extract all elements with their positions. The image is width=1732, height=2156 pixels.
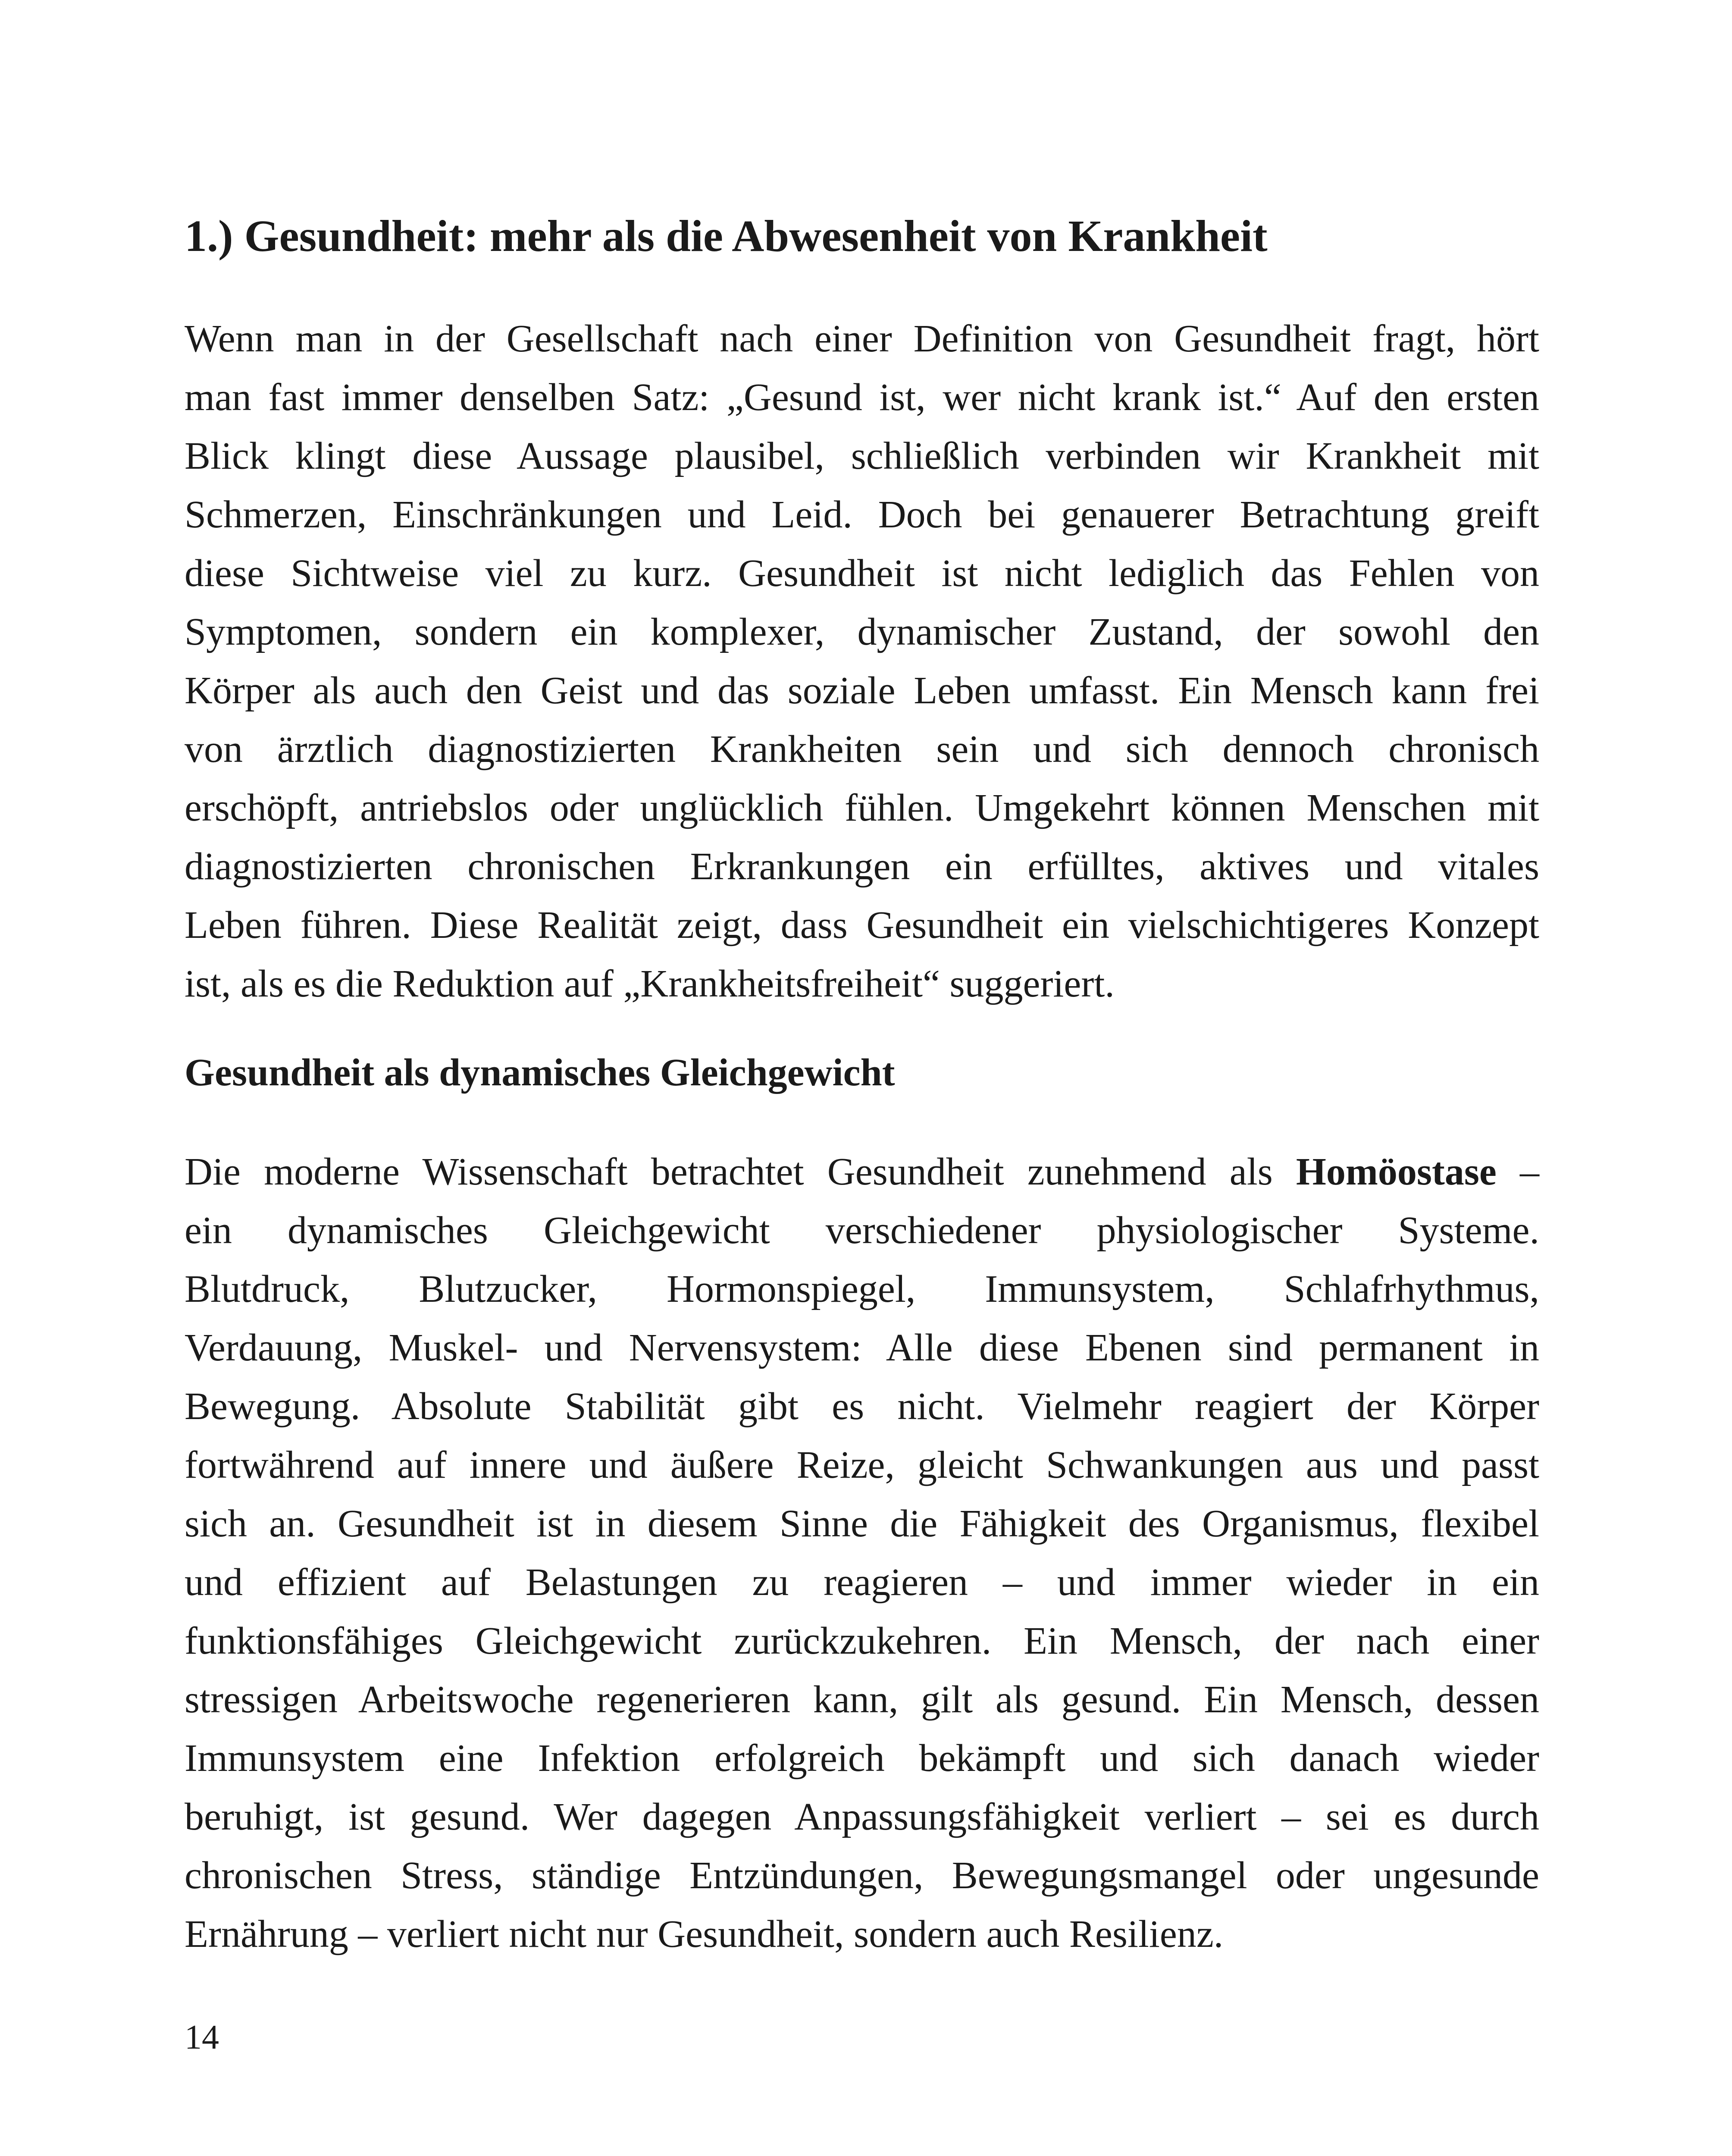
paragraph-definition (185, 310, 1539, 1013)
bold-term: Homöostase (1296, 1150, 1497, 1193)
text-line: diese Sichtweise viel zu kurz. Gesundheit ist nicht lediglich das Fehlen von (185, 552, 1539, 595)
text-line: erschöpft, antriebslos oder unglücklich fühlen. Umgekehrt können Menschen mit (185, 787, 1539, 829)
text-line: und effizient auf Belastungen zu reagieren – und immer wieder in ein (185, 1561, 1539, 1604)
text-line: ein dynamisches Gleichgewicht verschiedener physiologischer Systeme. (185, 1209, 1539, 1252)
text-line: Bewegung. Absolute Stabilität gibt es nicht. Vielmehr reagiert der Körper (185, 1385, 1539, 1428)
text-line: Blutdruck, Blutzucker, Hormonspiegel, Immunsystem, Schlafrhythmus, (185, 1268, 1539, 1310)
text-line: Verdauung, Muskel- und Nervensystem: Alle diese Ebenen sind permanent in (185, 1326, 1539, 1369)
text-line: Symptomen, sondern ein komplexer, dynamischer Zustand, der sowohl den (185, 611, 1539, 653)
page-number: 14 (185, 2018, 219, 2056)
text-segment: – (1496, 1150, 1539, 1193)
document-page (185, 0, 1539, 2156)
text-line: stressigen Arbeitswoche regenerieren kann, gilt als gesund. Ein Mensch, dessen (185, 1678, 1539, 1721)
text-line: funktionsfähiges Gleichgewicht zurückzukehren. Ein Mensch, der nach einer (185, 1620, 1539, 1662)
text-line: Immunsystem eine Infektion erfolgreich bekämpft und sich danach wieder (185, 1737, 1539, 1780)
text-line: fortwährend auf innere und äußere Reize, gleicht Schwankungen aus und passt (185, 1444, 1539, 1486)
text-line: Blick klingt diese Aussage plausibel, schließlich verbinden wir Krankheit mit (185, 435, 1539, 477)
text-line: von ärztlich diagnostizierten Krankheiten sein und sich dennoch chronisch (185, 728, 1539, 771)
text-line: beruhigt, ist gesund. Wer dagegen Anpassungsfähigkeit verliert – sei es durch (185, 1796, 1539, 1838)
text-segment: Die moderne Wissenschaft betrachtet Gesundheit zunehmend als (185, 1150, 1296, 1193)
text-line: Leben führen. Diese Realität zeigt, dass Gesundheit ein vielschichtigeres Konzept (185, 904, 1539, 946)
text-line: ist, als es die Reduktion auf „Krankheitsfreiheit“ suggeriert. (185, 962, 1115, 1005)
text-line: chronischen Stress, ständige Entzündungen, Bewegungsmangel oder ungesunde (185, 1854, 1539, 1897)
text-line: sich an. Gesundheit ist in diesem Sinne die Fähigkeit des Organismus, flexibel (185, 1502, 1539, 1545)
text-line: diagnostizierten chronischen Erkrankungen ein erfülltes, aktives und vitales (185, 845, 1539, 888)
text-line (185, 1143, 1539, 1201)
text-line: Körper als auch den Geist und das soziale Leben umfasst. Ein Mensch kann frei (185, 669, 1539, 712)
text-line: Ernährung – verliert nicht nur Gesundheit, sondern auch Resilienz. (185, 1913, 1224, 1955)
paragraph-homeostasis (185, 1143, 1539, 1964)
text-line: Schmerzen, Einschränkungen und Leid. Doch bei genauerer Betrachtung greift (185, 493, 1539, 536)
text-line: man fast immer denselben Satz: „Gesund ist, wer nicht krank ist.“ Auf den ersten (185, 376, 1539, 419)
text-line: Wenn man in der Gesellschaft nach einer Definition von Gesundheit fragt, hört (185, 317, 1539, 360)
chapter-title: 1.) Gesundheit: mehr als die Abwesenheit von Krankheit (185, 211, 1268, 261)
section-heading: Gesundheit als dynamisches Gleichgewicht (185, 1051, 895, 1094)
